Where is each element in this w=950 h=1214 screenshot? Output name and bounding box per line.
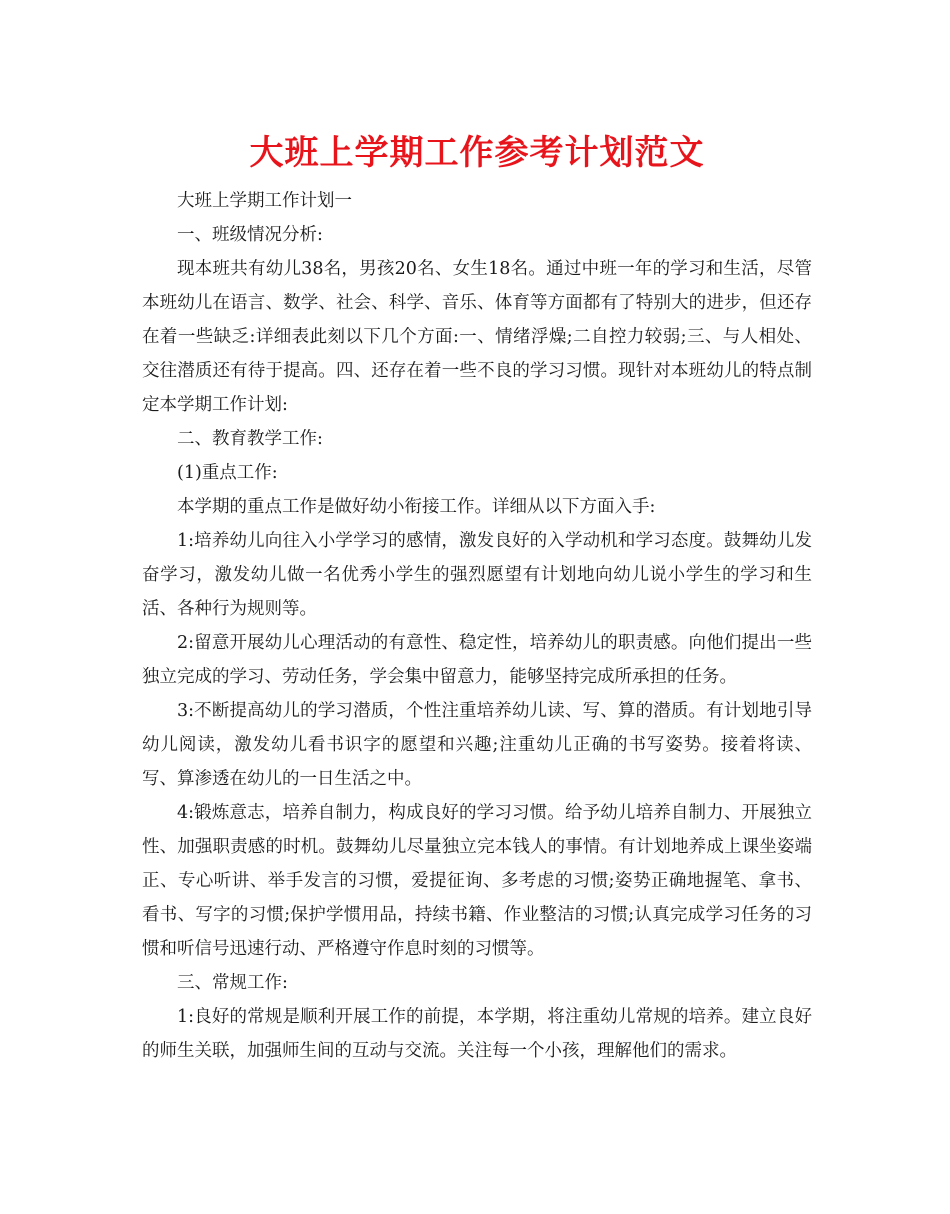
body-paragraph: 本学期的重点工作是做好幼小衔接工作。详细从以下方面入手: — [177, 497, 656, 517]
list-item-4: 4:锻炼意志，培养自制力，构成良好的学习习惯。给予幼儿培养自制力、开展独立性、加强职责感的时机。鼓舞幼儿尽量独立完本钱人的事情。有计划地养成上课坐姿端正、专心听讲、举手发言的习惯，爱提征询、多考虑的习惯;姿势正确地握笔、拿书、看书、写字的习惯;保护学惯用品，持续书籍、作业整洁的习惯;认真完成学习任务的习惯和听信号迅速行动、严格遵守作息时刻的习惯等。 — [142, 803, 812, 959]
body-paragraph: 现本班共有幼儿38名，男孩20名、女生18名。通过中班一年的学习和生活，尽管本班幼儿在语言、数学、社会、科学、音乐、体育等方面都有了特别大的进步，但还存在着一些缺乏:详细表此刻以下几个方面:一、情绪浮燥;二自控力较弱;三、与人相处、交往潜质还有待于提高。四、还存在着一些不良的学习习惯。现针对本班幼儿的特点制定本学期工作计划: — [142, 259, 812, 415]
list-item-routine-1: 1:良好的常规是顺利开展工作的前提，本学期，将注重幼儿常规的培养。建立良好的师生关联，加强师生间的互动与交流。关注每一个小孩，理解他们的需求。 — [142, 1007, 812, 1061]
section-heading-routine: 三、常规工作: — [177, 973, 288, 993]
subtitle-paragraph: 大班上学期工作计划一 — [177, 191, 352, 211]
document-page — [142, 118, 812, 1068]
list-item-1: 1:培养幼儿向往入小学学习的感情，激发良好的入学动机和学习态度。鼓舞幼儿发奋学习，激发幼儿做一名优秀小学生的强烈愿望有计划地向幼儿说小学生的学习和生活、各种行为规则等。 — [142, 531, 812, 619]
document-title: 大班上学期工作参考计划范文 — [249, 133, 705, 173]
section-heading-teaching: 二、教育教学工作: — [177, 429, 323, 449]
section-heading-class-analysis: 一、班级情况分析: — [177, 225, 323, 245]
subheading-key-work: (1)重点工作: — [177, 463, 278, 483]
list-item-3: 3:不断提高幼儿的学习潜质，个性注重培养幼儿读、写、算的潜质。有计划地引导幼儿阅读，激发幼儿看书识字的愿望和兴趣;注重幼儿正确的书写姿势。接着将读、写、算渗透在幼儿的一日生活之中。 — [142, 701, 812, 789]
list-item-2: 2:留意开展幼儿心理活动的有意性、稳定性，培养幼儿的职责感。向他们提出一些独立完成的学习、劳动任务，学会集中留意力，能够坚持完成所承担的任务。 — [142, 633, 812, 687]
